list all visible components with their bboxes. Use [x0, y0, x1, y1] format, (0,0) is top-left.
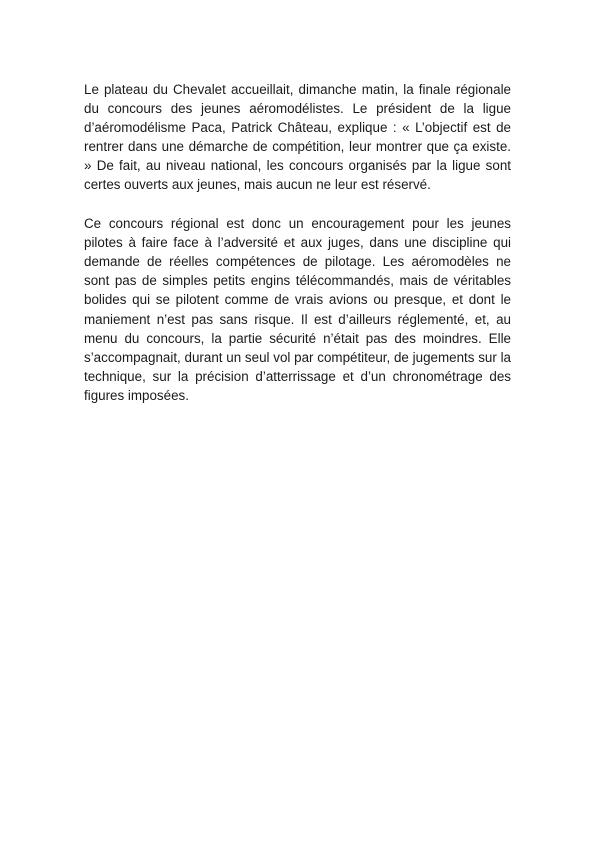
- paragraph-2: Ce concours régional est donc un encouragement pour les jeunes pilotes à faire face à l’adversité et aux juges, dans une discipline qui demande de réelles compétences de pilotage. Les aéromodèles ne sont pas de simples petits engins télécommandés, mais de véritables bolides qui se pilotent comme de vrais avions ou presque, et dont le maniement n’est pas sans risque. Il est d’ailleurs réglementé, et, au menu du concours, la partie sécurité n’était pas des moindres. Elle s’accompagnait, durant un seul vol par compétiteur, de jugements sur la technique, sur la précision d’atterrissage et d’un chronométrage des figures imposées.: [84, 216, 511, 403]
- article-body: [84, 80, 511, 405]
- paragraph-1: Le plateau du Chevalet accueillait, dimanche matin, la finale régionale du concours des jeunes aéromodélistes. Le président de la ligue d’aéromodélisme Paca, Patrick Château, explique : « L’objectif est de rentrer dans une démarche de compétition, leur montrer que ça existe. » De fait, au niveau national, les concours organisés par la ligue sont certes ouverts aux jeunes, mais aucun ne leur est réservé.: [84, 82, 511, 193]
